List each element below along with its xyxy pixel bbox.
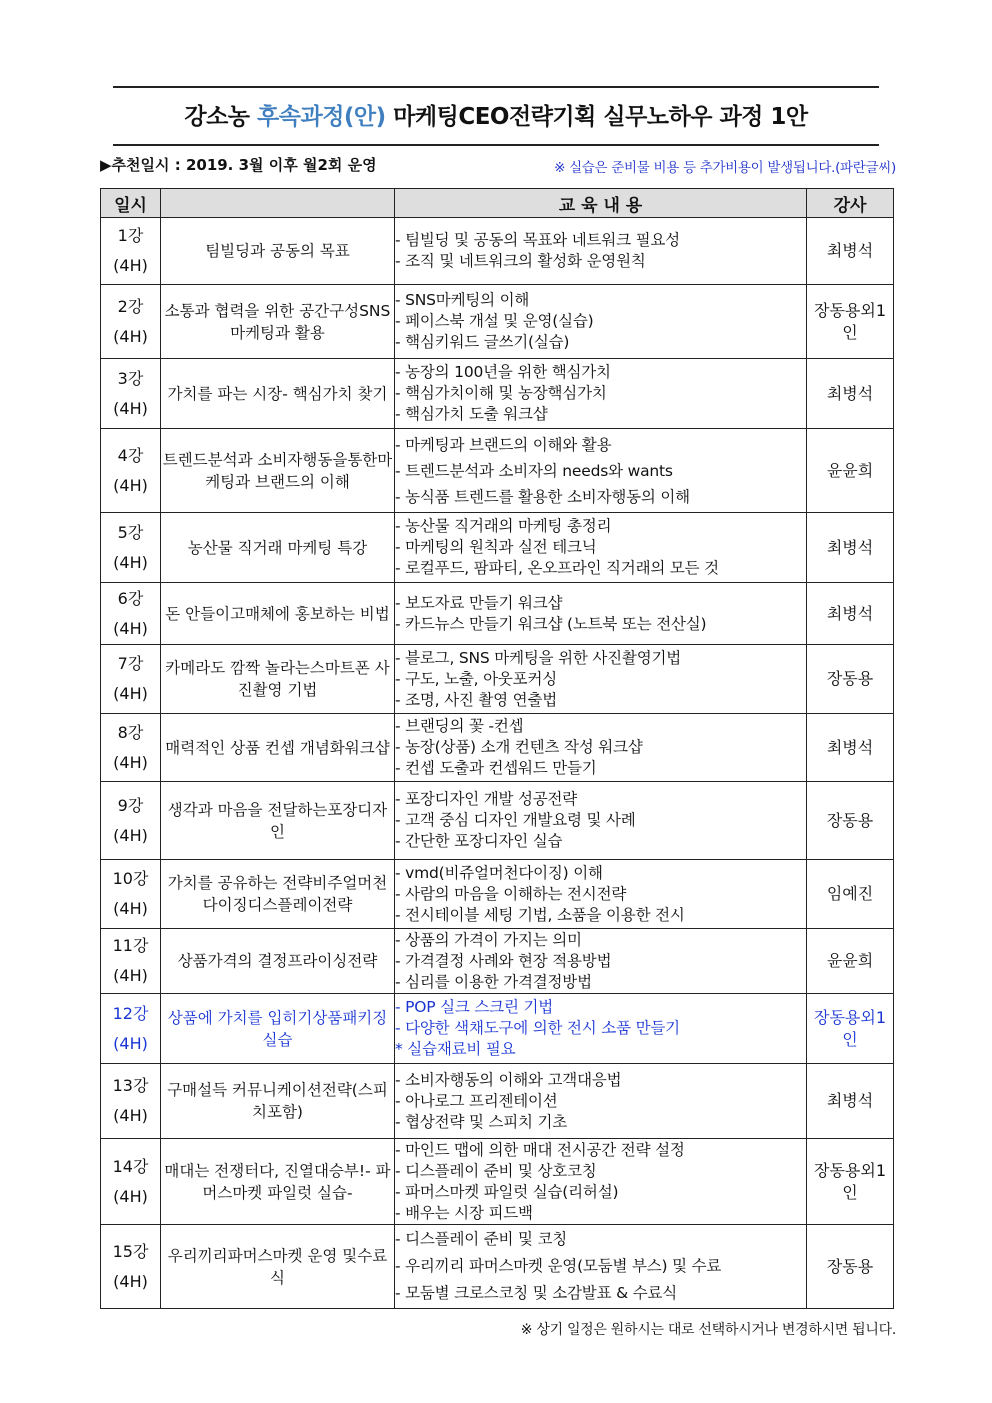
- topic-line: 우리끼리파머스마켓 운영 및: [167, 1246, 358, 1265]
- content-line: - 페이스북 개설 및 운영(실습): [395, 312, 594, 330]
- session-lecturer: [807, 583, 894, 645]
- content-line: - 컨셉 도출과 컨셉워드 만들기: [395, 759, 597, 777]
- session-lecturer: [807, 1064, 894, 1139]
- session-label: 7강: [117, 654, 144, 673]
- lecturer-line: 최병석: [826, 1091, 874, 1110]
- content-line: - 핵심가치이해 및 농장핵심가치: [395, 384, 607, 402]
- topic-line: 수료식: [270, 1246, 388, 1287]
- topic-line: 매대는 전쟁터다, 진열대승부!: [164, 1161, 366, 1180]
- content-line: - 마인드 맵에 의한 매대 전시공간 전략 설정: [395, 1140, 685, 1159]
- session-topic: [161, 1064, 395, 1139]
- session-number: [101, 714, 161, 782]
- session-topic: [161, 429, 395, 513]
- content-line: - 다양한 색채도구에 의한 전시 소품 만들기: [395, 1019, 680, 1037]
- content-line: - 디스플레이 준비 및 상호코칭: [395, 1161, 597, 1180]
- content-line: - 조직 및 네트워크의 활성화 운영원칙: [395, 252, 646, 270]
- session-label: 13강: [112, 1076, 149, 1095]
- session-label: 5강: [117, 522, 144, 542]
- topic-line: 상품패키징 실습: [262, 1008, 388, 1049]
- content-line: - 파머스마켓 파일럿 실습(리허설): [395, 1182, 619, 1201]
- session-hours: (4H): [113, 256, 148, 275]
- table-row: [101, 860, 894, 929]
- session-content: [395, 429, 807, 513]
- content-line: - 협상전략 및 스피치 기초: [395, 1112, 568, 1131]
- session-content: [395, 218, 807, 285]
- session-content: [395, 714, 807, 782]
- content-line: - 전시테이블 세팅 기법, 소품을 이용한 전시: [395, 905, 685, 924]
- session-content: [395, 994, 807, 1064]
- topic-line: 트렌드분석과 소비자행동을: [162, 450, 348, 469]
- recommend-row: [100, 154, 896, 180]
- session-hours: (4H): [113, 684, 148, 703]
- content-line: - 핵심가치 도출 워크샵: [395, 405, 548, 423]
- session-lecturer: [807, 429, 894, 513]
- session-hours: (4H): [113, 1186, 148, 1206]
- lecturer-line: 외1인: [842, 300, 886, 342]
- lecturer-line: 장동용: [813, 300, 861, 320]
- session-number: [101, 359, 161, 429]
- lecturer-line: 장동용: [813, 1160, 861, 1180]
- session-number: [101, 645, 161, 714]
- session-topic: [161, 513, 395, 583]
- session-lecturer: [807, 994, 894, 1064]
- schedule-table: [100, 188, 894, 1309]
- session-lecturer: [807, 359, 894, 429]
- topic-line: 가치를 공유하는 전략: [167, 874, 313, 892]
- lecturer-line: 최병석: [826, 241, 874, 260]
- topic-line: - 핵심가치 찾기: [282, 384, 388, 403]
- session-content: [395, 782, 807, 860]
- topic-line: 스마트폰 사진촬영 기법: [237, 659, 390, 699]
- lecturer-line: 외1인: [842, 1160, 886, 1202]
- content-line: - POP 실크 스크린 기법: [395, 998, 554, 1016]
- recommend-label: ▶추천일시 : 2019. 3월 이후 월2회 운영: [100, 156, 377, 174]
- topic-line: 통한: [347, 450, 378, 469]
- topic-line: 프라이싱전략: [287, 952, 378, 970]
- lecturer-line: 최병석: [826, 537, 874, 557]
- topic-line: 생각과 마음을 전달하는: [167, 800, 328, 819]
- session-hours: (4H): [113, 475, 148, 495]
- content-line: - 구도, 노출, 아웃포커싱: [395, 669, 557, 688]
- content-line: - 로컬푸드, 팜파티, 온오프라인 직거래의 모든 것: [395, 559, 719, 577]
- title-suffix: 마케팅CEO전략기획 실무노하우 과정 1안: [385, 104, 808, 130]
- session-number: [101, 583, 161, 645]
- session-hours: (4H): [113, 752, 148, 772]
- content-line: - 심리를 이용한 가격결정방법: [395, 972, 592, 991]
- session-content: [395, 285, 807, 359]
- topic-line: 비주얼머천다이징: [202, 874, 388, 914]
- lecturer-line: 최병석: [826, 603, 874, 623]
- header-lecturer: 강사: [807, 189, 894, 218]
- lecturer-line: 윤윤희: [826, 951, 874, 970]
- session-number: [101, 994, 161, 1064]
- content-line: - 카드뉴스 만들기 워크샵 (노트북 또는 전산실): [395, 614, 707, 633]
- session-content: [395, 1225, 807, 1309]
- topic-line: 매체에 홍보하는 비법: [245, 604, 390, 623]
- table-row: [101, 285, 894, 359]
- session-number: [101, 429, 161, 513]
- lecturer-line: 최병석: [826, 383, 874, 403]
- session-lecturer: [807, 714, 894, 782]
- session-lecturer: [807, 218, 894, 285]
- session-hours: (4H): [113, 618, 148, 638]
- session-hours: (4H): [113, 1033, 148, 1053]
- table-row: [101, 782, 894, 860]
- topic-line: 상품에 가치를 입히기: [167, 1008, 313, 1027]
- content-line: - 팀빌딩 및 공동의 목표와 네트워크 필요성: [395, 231, 680, 249]
- session-number: [101, 1225, 161, 1309]
- session-label: 8강: [117, 722, 144, 742]
- session-topic: [161, 929, 395, 994]
- content-line: - 핵심키워드 글쓰기(실습): [395, 333, 570, 351]
- topic-line: 농산물 직거래 마케팅 특강: [187, 538, 368, 557]
- session-label: 10강: [112, 869, 149, 888]
- topic-line: 매력적인 상품 컨셉 개념화: [165, 738, 345, 757]
- session-lecturer: [807, 285, 894, 359]
- session-label: 14강: [112, 1156, 149, 1176]
- content-line: - 디스플레이 준비 및 코칭: [395, 1230, 568, 1248]
- content-line: - 배우는 시장 피드백: [395, 1203, 533, 1222]
- header-topic: [161, 189, 395, 218]
- table-row: [101, 429, 894, 513]
- session-hours: (4H): [113, 326, 148, 346]
- topic-line: 카메라도 깜짝 놀라는: [165, 659, 310, 677]
- session-label: 9강: [117, 795, 144, 815]
- session-label: 15강: [112, 1241, 149, 1261]
- session-content: [395, 860, 807, 929]
- table-row: [101, 645, 894, 714]
- session-number: [101, 860, 161, 929]
- content-line: - 간단한 포장디자인 실습: [395, 832, 563, 850]
- session-label: 1강: [117, 226, 144, 245]
- session-topic: [161, 583, 395, 645]
- session-label: 12강: [112, 1003, 149, 1023]
- content-line: - 소비자행동의 이해와 고객대응법: [395, 1070, 622, 1089]
- session-number: [101, 1139, 161, 1225]
- session-content: [395, 645, 807, 714]
- topic-line: 포장디자인: [270, 800, 388, 841]
- session-label: 4강: [117, 445, 144, 465]
- session-lecturer: [807, 860, 894, 929]
- content-line: - 가격결정 사례와 현장 적용방법: [395, 951, 612, 970]
- cost-note: ※ 실습은 준비물 비용 등 추가비용이 발생됩니다.(파란글씨): [554, 160, 896, 176]
- table-row: [101, 583, 894, 645]
- content-line: - 트렌드분석과 소비자의 needs와 wants: [395, 461, 673, 480]
- topic-line: 상품가격의 결정: [177, 952, 288, 970]
- session-topic: [161, 714, 395, 782]
- table-row: [101, 994, 894, 1064]
- table-row: [101, 1225, 894, 1309]
- table-row: [101, 359, 894, 429]
- session-label: 6강: [117, 588, 144, 608]
- session-number: [101, 1064, 161, 1139]
- table-row: [101, 513, 894, 583]
- topic-line: 팀빌딩과 공동의 목표: [205, 242, 350, 260]
- lecturer-line: 윤윤희: [826, 460, 874, 480]
- content-line: - 브랜딩의 꽃 -컨셉: [395, 717, 524, 735]
- session-hours: (4H): [113, 398, 148, 418]
- session-content: [395, 1139, 807, 1225]
- header-row: [101, 189, 894, 218]
- content-line: - 조명, 사진 촬영 연출법: [395, 690, 557, 709]
- content-line: - 사람의 마음을 이해하는 전시전략: [395, 884, 627, 903]
- topic-line: 워크샵: [344, 738, 390, 757]
- lecturer-line: 임예진: [826, 884, 874, 903]
- lecturer-line: 최병석: [826, 737, 874, 757]
- session-label: 11강: [112, 936, 149, 955]
- table-row: [101, 714, 894, 782]
- table-row: [101, 1064, 894, 1139]
- table-row: [101, 218, 894, 285]
- session-content: [395, 513, 807, 583]
- session-content: [395, 583, 807, 645]
- lecturer-line: 장동용: [826, 669, 874, 688]
- content-line: - 농장(상품) 소개 컨텐츠 작성 워크샵: [395, 738, 643, 756]
- content-line: - 농장의 100년을 위한 핵심가치: [395, 363, 611, 381]
- content-line: - 상품의 가격이 가지는 의미: [395, 930, 582, 949]
- title-prefix: 강소농: [184, 104, 258, 130]
- session-topic: [161, 218, 395, 285]
- topic-line: 가치를 파는 시장: [167, 384, 283, 403]
- footer-note: ※ 상기 일정은 원하시는 대로 선택하시거나 변경하시면 됩니다.: [520, 1322, 896, 1338]
- content-line: - 포장디자인 개발 성공전략: [395, 790, 578, 808]
- lecturer-line: 장동용: [826, 1256, 874, 1276]
- session-topic: [161, 645, 395, 714]
- topic-line: 디스플레이전략: [247, 896, 353, 914]
- content-line: - SNS마케팅의 이해: [395, 291, 530, 309]
- session-label: 3강: [117, 368, 144, 388]
- content-line: - 농식품 트렌드를 활용한 소비자행동의 이해: [395, 487, 690, 506]
- session-hours: (4H): [113, 1106, 148, 1125]
- lecturer-line: 외1인: [842, 1007, 886, 1049]
- bottom-rule: [113, 144, 879, 146]
- content-line: - 농산물 직거래의 마케팅 총정리: [395, 517, 612, 535]
- session-number: [101, 285, 161, 359]
- topic-line: SNS마케팅과 활용: [230, 301, 391, 342]
- session-topic: [161, 285, 395, 359]
- content-line: - 모둠별 크로스코칭 및 소감발표 & 수료식: [395, 1284, 678, 1302]
- session-lecturer: [807, 513, 894, 583]
- content-line: - vmd(비쥬얼머천다이징) 이해: [395, 863, 603, 882]
- session-lecturer: [807, 929, 894, 994]
- topic-line: 마케팅과 브랜드의 이해: [205, 450, 393, 491]
- session-number: [101, 782, 161, 860]
- topic-line: 소통과 협력을 위한 공간구성: [164, 301, 360, 320]
- table-row: [101, 929, 894, 994]
- session-hours: (4H): [113, 966, 148, 985]
- session-number: [101, 929, 161, 994]
- session-content: [395, 359, 807, 429]
- content-line: - 아나로그 프리젠테이션: [395, 1091, 558, 1110]
- session-number: [101, 218, 161, 285]
- content-line: - 블로그, SNS 마케팅을 위한 사진촬영기법: [395, 648, 682, 667]
- topic-line: 구매설득 커뮤니케이션: [167, 1081, 322, 1099]
- session-hours: (4H): [113, 899, 148, 918]
- lecturer-line: 장동용: [813, 1007, 861, 1027]
- session-number: [101, 513, 161, 583]
- session-content: [395, 1064, 807, 1139]
- page-title: [0, 98, 992, 131]
- topic-line: - 파머스마켓 파일럿 실습-: [202, 1161, 391, 1202]
- session-lecturer: [807, 1139, 894, 1225]
- header-content: 교 육 내 용: [395, 189, 807, 218]
- session-topic: [161, 1225, 395, 1309]
- session-hours: (4H): [113, 825, 148, 845]
- session-content: [395, 929, 807, 994]
- title-highlight: 후속과정(안): [257, 104, 386, 130]
- top-rule: [113, 86, 879, 88]
- session-topic: [161, 860, 395, 929]
- session-lecturer: [807, 782, 894, 860]
- content-line: * 실습재료비 필요: [395, 1040, 516, 1058]
- topic-line: 전략(스피치포함): [252, 1081, 388, 1121]
- session-lecturer: [807, 1225, 894, 1309]
- session-label: 2강: [117, 296, 144, 316]
- session-hours: (4H): [113, 1271, 148, 1291]
- table-row: [101, 1139, 894, 1225]
- session-hours: (4H): [113, 552, 148, 572]
- content-line: - 우리끼리 파머스마켓 운영(모둠별 부스) 및 수료: [395, 1257, 722, 1275]
- content-line: - 마케팅의 원칙과 실전 테크닉: [395, 538, 597, 556]
- session-topic: [161, 359, 395, 429]
- content-line: - 마케팅과 브랜드의 이해와 활용: [395, 435, 612, 454]
- session-topic: [161, 994, 395, 1064]
- content-line: - 보도자료 만들기 워크샵: [395, 593, 563, 612]
- session-topic: [161, 782, 395, 860]
- header-date: 일시: [101, 189, 161, 218]
- session-lecturer: [807, 645, 894, 714]
- topic-line: 돈 안들이고: [165, 604, 246, 623]
- lecturer-line: 장동용: [826, 810, 874, 830]
- content-line: - 고객 중심 디자인 개발요령 및 사례: [395, 811, 636, 829]
- session-topic: [161, 1139, 395, 1225]
